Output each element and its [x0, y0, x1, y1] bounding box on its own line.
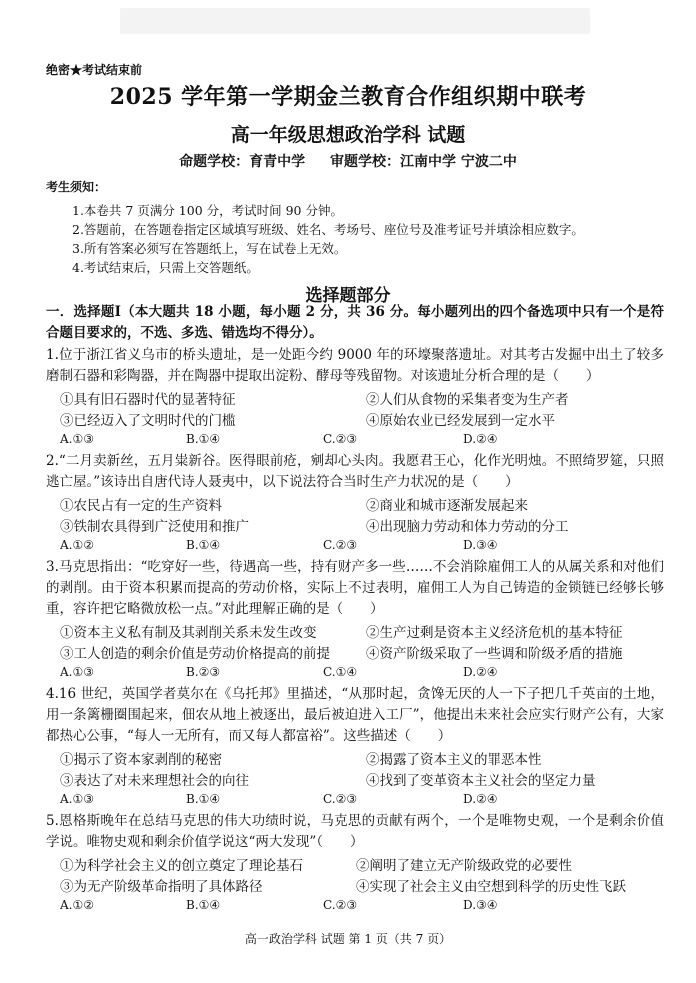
question-option: ②人们从食物的采集者变为生产者 — [366, 392, 569, 408]
question-option: ④实现了社会主义由空想到科学的历史性飞跃 — [356, 879, 626, 895]
question-option: ②揭露了资本主义的罪恶本性 — [366, 752, 542, 768]
question-stem: 1.位于浙江省义乌市的桥头遗址，是一处距今约 9000 年的环壕聚落遗址。对其考古发掘中出土了较多磨制石器和彩陶器，并在陶器中提取出淀粉、酵母等残留物。对该遗址分析合理的是（ ） — [46, 347, 664, 385]
question-option: ①为科学社会主义的创立奠定了理论基石 — [60, 858, 303, 874]
page-footer: 高一政治学科 试题 第 1 页（共 7 页） — [244, 932, 452, 946]
question-stem: 3.马克思指出：“吃穿好一些，待遇高一些，持有财产多一些……不会消除雇佣工人的从属关系和对他们的剥削。由于资本积累而提高的劳动价格，实际上不过表明，雇佣工人为自己铸造的金锁链已经够长够重，容许把它略微放松一点。”对此理解正确的是（ ） — [46, 559, 664, 618]
question-stem: 2.“二月卖新丝，五月粜新谷。医得眼前疮，剜却心头肉。我愿君王心，化作光明烛。不照绮罗筵，只照逃亡屋。”该诗出自唐代诗人聂夷中，以下说法符合当时生产力状况的是（ ） — [46, 453, 664, 491]
set-school: 命题学校：育青中学 — [179, 154, 306, 170]
notice-item: 2.答题前，在答题卷指定区域填写班级、姓名、考场号、座位号及准考证号并填涂相应数字。 — [72, 222, 584, 237]
answer-choice: B.①④ — [186, 792, 221, 806]
answer-choice: B.①④ — [186, 898, 221, 912]
question-option: ③为无产阶级革命指明了具体路径 — [60, 879, 263, 895]
question-option: ③工人创造的剩余价值是劳动价格提高的前提 — [60, 646, 330, 662]
exam-subtitle: 高一年级思想政治学科 试题 — [230, 124, 466, 146]
school-info — [0, 151, 696, 171]
notice-item: 3.所有答案必须写在答题纸上，写在试卷上无效。 — [72, 241, 347, 256]
review-school: 审题学校：江南中学 宁波二中 — [330, 154, 517, 170]
answer-choice: D.③④ — [463, 538, 498, 552]
answer-choice: A.①③ — [60, 432, 94, 446]
answer-choice: C.①④ — [323, 665, 358, 679]
question-stem: 5.恩格斯晚年在总结马克思的伟大功绩时说，马克思的贡献有两个，一个是唯物史观，一个是剩余价值学说。唯物史观和剩余价值学说这“两大发现”（ ） — [46, 813, 664, 851]
notice-heading: 考生须知： — [46, 180, 107, 194]
answer-choice: B.①④ — [186, 538, 221, 552]
question-option: ④资产阶级采取了一些调和阶级矛盾的措施 — [366, 646, 623, 662]
notice-item: 4.考试结束后，只需上交答题纸。 — [72, 260, 259, 275]
question-stem: 4.16 世纪，英国学者莫尔在《乌托邦》里描述，“从那时起，贪馋无厌的人一下子把几千英亩的土地，用一条篱栅圈围起来，佃农从地上被逐出，最后被迫进入工厂”，他提出未来社会应实行财产公有，大家都热心公事，“每人一无所有，而又每人都富裕”。这些描述（ ） — [46, 686, 664, 745]
question-option: ④出现脑力劳动和体力劳动的分工 — [366, 519, 569, 535]
question-option: ①农民占有一定的生产资料 — [60, 498, 222, 514]
answer-choice: B.②③ — [186, 665, 221, 679]
question-option: ②生产过剩是资本主义经济危机的基本特征 — [366, 625, 623, 641]
answer-choice: B.①④ — [186, 432, 221, 446]
question-option: ③表达了对未来理想社会的向往 — [60, 773, 249, 789]
answer-choice: A.①③ — [60, 665, 94, 679]
answer-choice: C.②③ — [323, 792, 358, 806]
answer-choice: D.②④ — [463, 432, 498, 446]
question-option: ④找到了变革资本主义社会的坚定力量 — [366, 773, 596, 789]
question-option: ③铁制农具得到广泛使用和推广 — [60, 519, 249, 535]
confidential-label: 绝密★考试结束前 — [46, 63, 143, 77]
answer-choice: A.①③ — [60, 792, 94, 806]
question-option: ③已经迈入了文明时代的门槛 — [60, 413, 236, 429]
notice-item: 1.本卷共 7 页满分 100 分，考试时间 90 分钟。 — [72, 203, 343, 218]
answer-choice: C.②③ — [323, 432, 358, 446]
section-instructions: 一．选择题Ⅰ（本大题共 18 小题，每小题 2 分，共 36 分。每小题列出的四个备选项中只有一个是符合题目要求的，不选、多选、错选均不得分）。 — [46, 304, 664, 342]
question-option: ①具有旧石器时代的显著特征 — [60, 392, 236, 408]
answer-choice: D.③④ — [463, 898, 498, 912]
answer-choice: C.②③ — [323, 538, 358, 552]
exam-title: 2025 学年第一学期金兰教育合作组织期中联考 — [109, 84, 587, 110]
answer-choice: D.②④ — [463, 792, 498, 806]
question-option: ②商业和城市逐渐发展起来 — [366, 498, 528, 514]
question-option: ②阐明了建立无产阶级政党的必要性 — [356, 858, 572, 874]
question-option: ①揭示了资本家剥削的秘密 — [60, 752, 222, 768]
question-option: ①资本主义私有制及其剥削关系未发生改变 — [60, 625, 317, 641]
scan-smudge — [120, 8, 590, 34]
answer-choice: D.②④ — [463, 665, 498, 679]
answer-choice: C.②③ — [323, 898, 358, 912]
answer-choice: A.①② — [60, 898, 94, 912]
question-option: ④原始农业已经发展到一定水平 — [366, 413, 555, 429]
section-title: 选择题部分 — [305, 286, 391, 306]
answer-choice: A.①② — [60, 538, 94, 552]
